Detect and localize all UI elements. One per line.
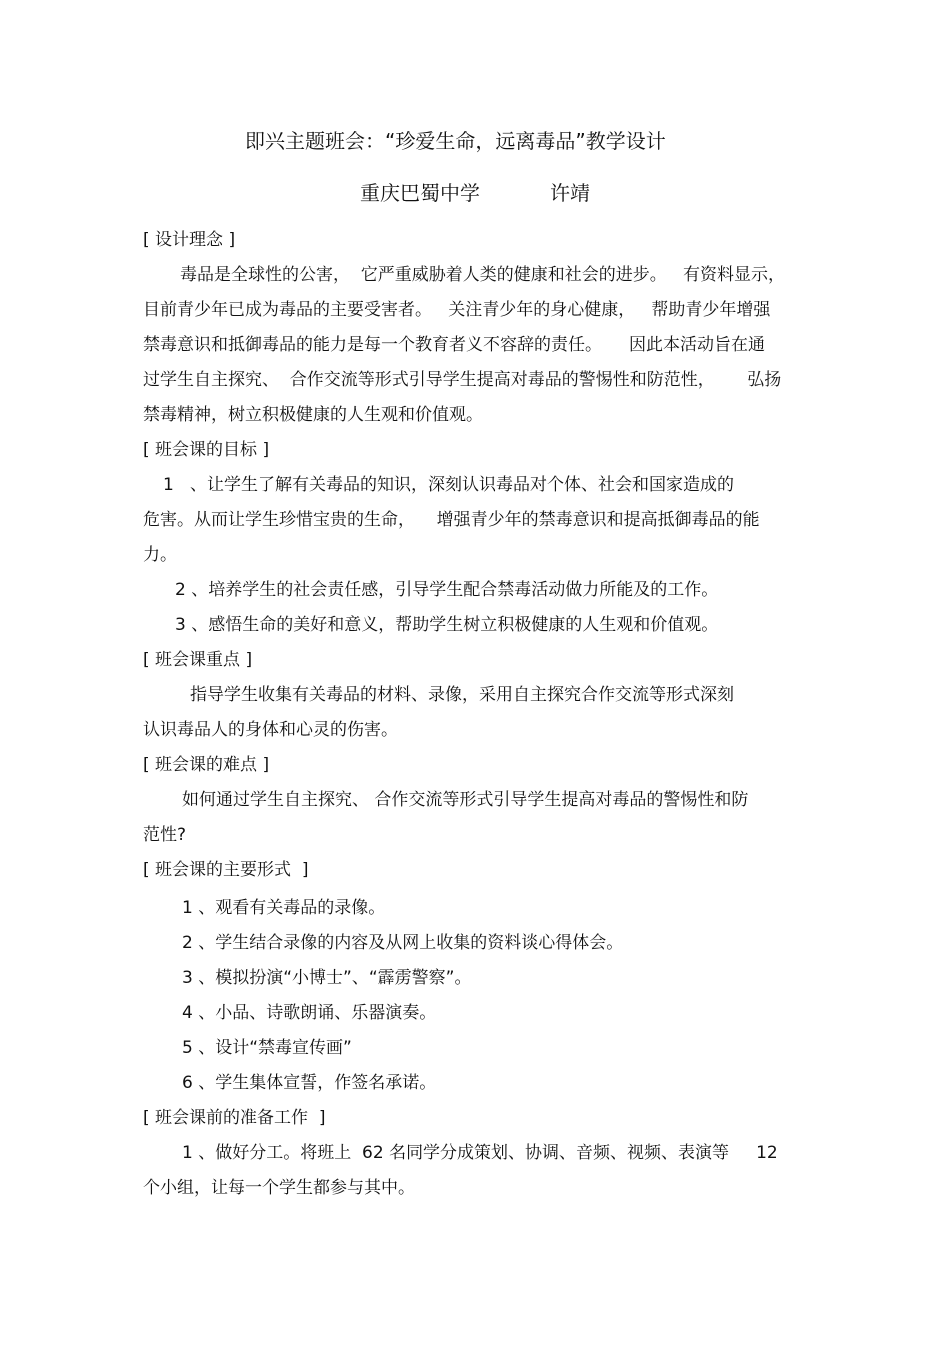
difficulty-line: 范性? — [143, 825, 187, 845]
list-item: 5 、设计“禁毒宣传画” — [182, 1038, 352, 1058]
paragraph-line: 禁毒意识和抵御毒品的能力是每一个教育者义不容辞的责任。 因此本活动旨在通 — [143, 335, 766, 355]
section-heading-concept: [ 设计理念 ] — [143, 230, 236, 250]
section-heading-difficulty: [ 班会课的难点 ] — [143, 755, 270, 775]
list-item: 3 、模拟扮演“小博士”、“霹雳警察”。 — [182, 968, 472, 988]
focus-line: 指导学生收集有关毒品的材料、录像，采用自主探究合作交流等形式深刻 — [190, 685, 734, 705]
goal-line: 2 、培养学生的社会责任感，引导学生配合禁毒活动做力所能及的工作。 — [175, 580, 719, 600]
school-name: 重庆巴蜀中学 — [360, 181, 480, 205]
paragraph-line: 毒品是全球性的公害， 它严重威胁着人类的健康和社会的进步。 有资料显示， — [180, 265, 786, 285]
author-name: 许靖 — [550, 181, 590, 205]
goal-line: 力。 — [143, 545, 177, 565]
difficulty-line: 如何通过学生自主探究、 合作交流等形式引导学生提高对毒品的警惕性和防 — [182, 790, 749, 810]
prep-line: 个小组，让每一个学生都参与其中。 — [143, 1178, 415, 1198]
list-item: 1 、观看有关毒品的录像。 — [182, 898, 386, 918]
list-item: 6 、学生集体宣誓，作签名承诺。 — [182, 1073, 437, 1093]
prep-line: 1 、做好分工。将班上 62 名同学分成策划、协调、音频、视频、表演等 12 — [182, 1143, 778, 1163]
section-heading-focus: [ 班会课重点 ] — [143, 650, 253, 670]
paragraph-line: 目前青少年已成为毒品的主要受害者。 关注青少年的身心健康， 帮助青少年增强 — [143, 300, 771, 320]
focus-line: 认识毒品人的身体和心灵的伤害。 — [143, 720, 398, 740]
list-item: 4 、小品、诗歌朗诵、乐器演奏。 — [182, 1003, 437, 1023]
goal-line: 危害。从而让学生珍惜宝贵的生命， 增强青少年的禁毒意识和提高抵御毒品的能 — [143, 510, 760, 530]
goal-line: 1 、让学生了解有关毒品的知识，深刻认识毒品对个体、社会和国家造成的 — [163, 475, 735, 495]
paragraph-line: 禁毒精神，树立积极健康的人生观和价值观。 — [143, 405, 483, 425]
paragraph-line: 过学生自主探究、 合作交流等形式引导学生提高对毒品的警惕性和防范性， 弘扬 — [143, 370, 782, 390]
section-heading-forms: [ 班会课的主要形式 ] — [143, 860, 309, 880]
section-heading-goals: [ 班会课的目标 ] — [143, 440, 270, 460]
goal-line: 3 、感悟生命的美好和意义，帮助学生树立积极健康的人生观和价值观。 — [175, 615, 719, 635]
list-item: 2 、学生结合录像的内容及从网上收集的资料谈心得体会。 — [182, 933, 624, 953]
document-title: 即兴主题班会：“珍爱生命，远离毒品”教学设计 — [245, 129, 666, 153]
section-heading-prep: [ 班会课前的准备工作 ] — [143, 1108, 326, 1128]
